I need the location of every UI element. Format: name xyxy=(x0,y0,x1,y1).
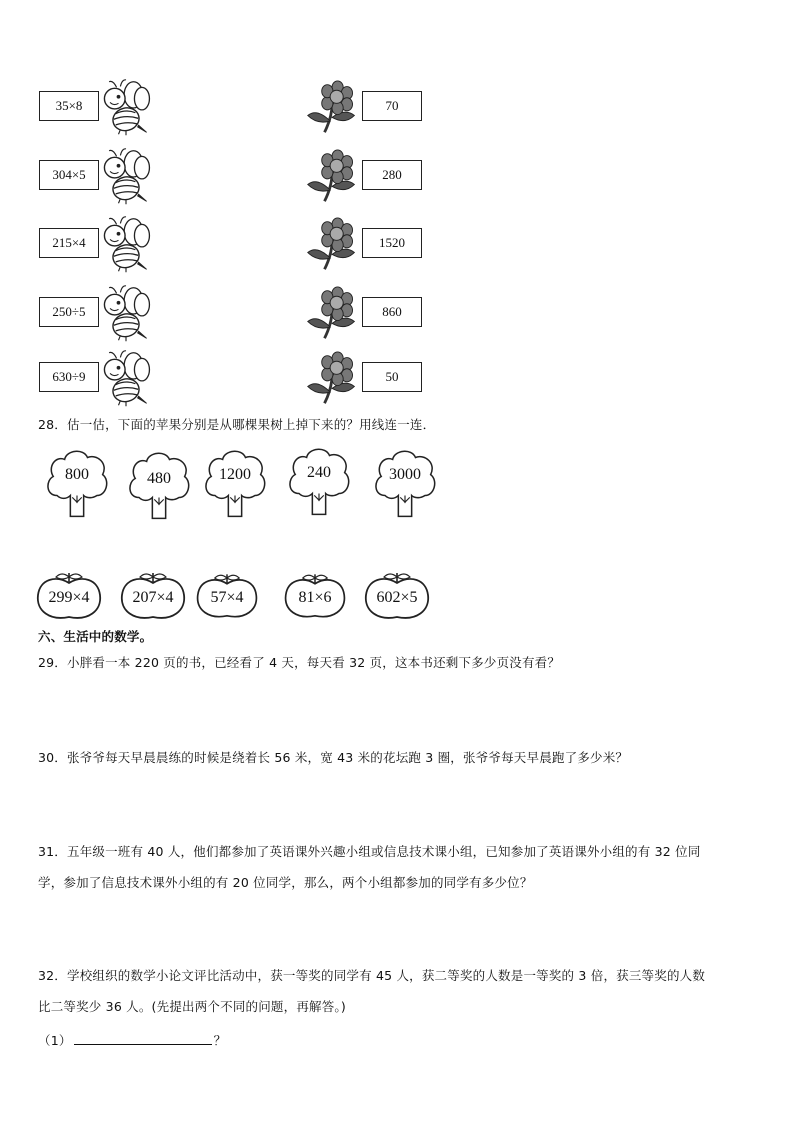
flower-answer: 70 xyxy=(385,98,399,113)
section-heading: 六、生活中的数学。 xyxy=(38,629,153,644)
bee-expression: 215×4 xyxy=(52,235,86,250)
question-30: 30．张爷爷每天早晨晨练的时候是绕着长 56 米，宽 43 米的花坛跑 3 圈，张爷爷每天早晨跑了多少米？ xyxy=(38,750,629,765)
tree-icon xyxy=(284,446,354,522)
question-31-line-2: 学，参加了信息技术课外小组的有 20 位同学，那么，两个小组都参加的同学有多少位？ xyxy=(38,875,533,890)
answer-blank[interactable] xyxy=(74,1030,212,1045)
sub-question-end: ？ xyxy=(213,1033,227,1048)
tree-icon xyxy=(370,448,440,524)
flower-icon xyxy=(304,286,360,342)
bee-icon xyxy=(97,78,155,138)
bee-expression-box xyxy=(39,297,99,327)
bee-icon xyxy=(97,284,155,344)
flower-icon xyxy=(304,351,360,407)
bee-expression-box xyxy=(39,160,99,190)
apple-label: 299×4 xyxy=(48,589,90,606)
flower-answer: 280 xyxy=(382,167,402,182)
flower-icon xyxy=(304,80,360,136)
question-32-line-1: 32．学校组织的数学小论文评比活动中，获一等奖的同学有 45 人，获二等奖的人数是一等奖的 3 倍，获三等奖的人数 xyxy=(38,968,706,983)
bee-expression-box xyxy=(39,362,99,392)
flower-answer: 50 xyxy=(385,369,399,384)
tree-icon xyxy=(42,448,112,524)
question-28: 28．估一估，下面的苹果分别是从哪棵果树上掉下来的？用线连一连． xyxy=(38,417,436,432)
bee-expression: 250÷5 xyxy=(52,304,86,319)
apple-label: 207×4 xyxy=(132,589,174,606)
flower-answer-box xyxy=(362,228,422,258)
apple-label: 81×6 xyxy=(298,589,332,606)
flower-icon xyxy=(304,217,360,273)
question-32-line-2: 比二等奖少 36 人。(先提出两个不同的问题，再解答。) xyxy=(38,999,346,1014)
tree-label: 800 xyxy=(65,466,89,483)
sub-question-label: （1） xyxy=(38,1033,72,1048)
flower-icon xyxy=(304,149,360,205)
bee-expression-box xyxy=(39,228,99,258)
bee-icon xyxy=(97,349,155,409)
tree-label: 480 xyxy=(147,470,171,487)
flower-answer: 860 xyxy=(382,304,402,319)
apple-label: 57×4 xyxy=(210,589,244,606)
flower-answer-box xyxy=(362,297,422,327)
tree-label: 3000 xyxy=(389,466,421,483)
tree-icon xyxy=(124,450,194,526)
question-29: 29．小胖看一本 220 页的书，已经看了 4 天，每天看 32 页，这本书还剩下多少页没有看？ xyxy=(38,655,561,670)
flower-answer-box xyxy=(362,91,422,121)
bee-expression: 630÷9 xyxy=(52,369,86,384)
bee-expression-box xyxy=(39,91,99,121)
question-32-sub-1 xyxy=(38,1030,226,1050)
apple-label: 602×5 xyxy=(376,589,418,606)
tree-label: 1200 xyxy=(219,466,251,483)
flower-answer-box xyxy=(362,362,422,392)
tree-label: 240 xyxy=(307,464,331,481)
question-31-line-1: 31．五年级一班有 40 人，他们都参加了英语课外兴趣小组或信息技术课小组，已知参加了英语课外小组的有 32 位同 xyxy=(38,844,701,859)
bee-icon xyxy=(97,215,155,275)
bee-icon xyxy=(97,147,155,207)
flower-answer: 1520 xyxy=(379,235,405,250)
bee-expression: 304×5 xyxy=(52,167,86,182)
flower-answer-box xyxy=(362,160,422,190)
tree-icon xyxy=(200,448,270,524)
bee-expression: 35×8 xyxy=(55,98,83,113)
